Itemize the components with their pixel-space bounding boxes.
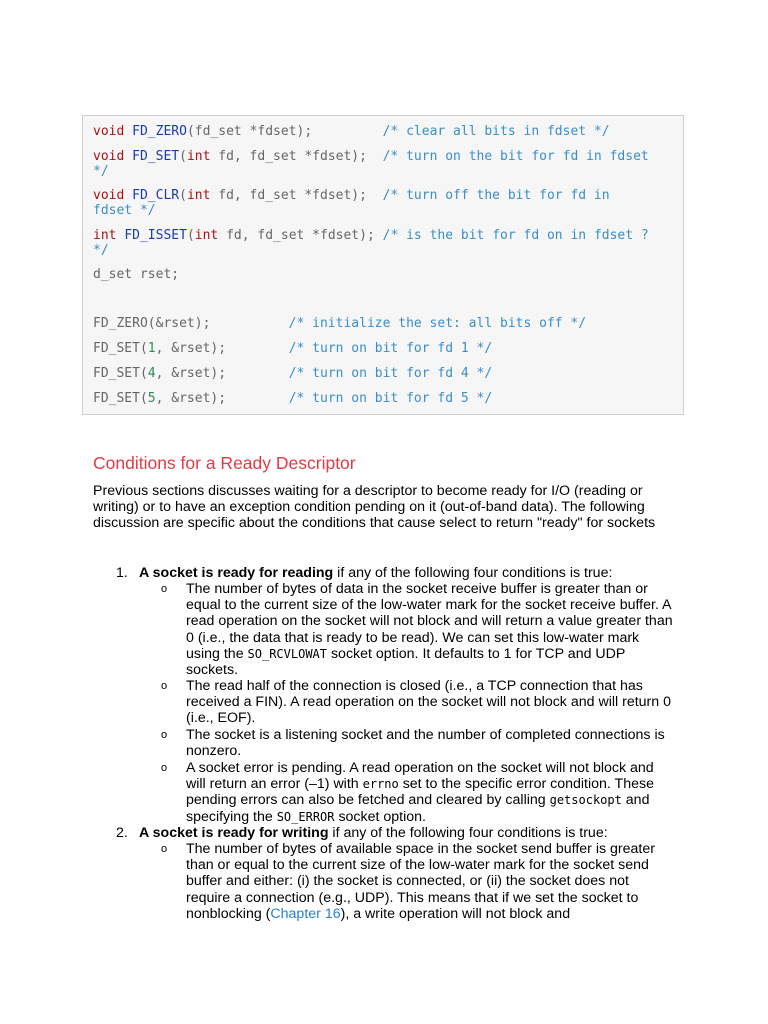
- sub-list-item: [186, 581, 676, 678]
- code-token: FD_SET(: [93, 341, 148, 356]
- code-token: */: [93, 164, 109, 179]
- inline-code: getsockopt: [549, 793, 622, 808]
- code-token: int: [194, 228, 219, 243]
- code-token: [124, 149, 132, 164]
- list-number: 2.: [116, 825, 128, 841]
- bullet-icon: o: [161, 680, 168, 692]
- sub-item-text: and specifying the: [186, 792, 650, 825]
- code-token: , &rset);: [155, 391, 289, 406]
- code-token: /* turn off the bit for fd in: [382, 188, 610, 203]
- chapter-link[interactable]: Chapter 16: [270, 905, 341, 922]
- code-token: , &rset);: [155, 366, 289, 381]
- code-line: [93, 228, 683, 243]
- code-line: [93, 267, 683, 282]
- sub-item-text: socket option.: [334, 808, 426, 825]
- code-token: void: [93, 124, 125, 139]
- sub-item-text: ), a write operation will not block and: [340, 905, 571, 922]
- code-token: FD_SET(: [93, 366, 148, 381]
- sub-item-text: The number of bytes of data in the socket receive buffer is greater than or equal to the current size of the low-water mark for the socket receive buffer. A read operation on the socket will not block and will return a value greater than 0 (i.e., the data that is ready to be read). We can set this low-water mark using the: [186, 581, 673, 662]
- code-line: [93, 243, 683, 258]
- code-token: 4: [147, 366, 156, 381]
- code-line: [93, 188, 683, 203]
- list-item: [139, 565, 679, 581]
- code-token: FD_ZERO: [132, 124, 187, 139]
- code-token: (fd_set *fdset);: [186, 124, 383, 139]
- code-token: /* turn on bit for fd 4 */: [288, 366, 493, 381]
- section-title: Conditions for a Ready Descriptor: [93, 453, 356, 473]
- code-token: FD_ISSET: [124, 228, 187, 243]
- code-token: void: [93, 149, 125, 164]
- code-token: */: [93, 243, 109, 258]
- code-token: 1: [147, 341, 156, 356]
- code-block: [82, 115, 684, 415]
- code-token: /* is the bit for fd on in fdset ?: [382, 228, 649, 243]
- code-line: [93, 124, 683, 139]
- bullet-icon: o: [161, 762, 168, 774]
- code-token: FD_SET: [132, 149, 180, 164]
- code-token: 5: [147, 391, 156, 406]
- code-token: (: [179, 149, 187, 164]
- sub-item-text: socket option. It defaults to 1 for TCP and UDP sockets.: [186, 645, 626, 679]
- code-token: fdset */: [93, 203, 156, 218]
- code-token: fd, fd_set *fdset);: [210, 188, 383, 203]
- list-item-heading: A socket is ready for writing: [139, 825, 329, 841]
- code-token: [124, 124, 132, 139]
- code-token: /* turn on bit for fd 1 */: [288, 341, 493, 356]
- code-token: , &rset);: [155, 341, 289, 356]
- code-token: FD_CLR: [132, 188, 180, 203]
- sub-list-item: [186, 727, 676, 759]
- sub-list-item: [186, 678, 676, 727]
- code-token: void: [93, 188, 125, 203]
- code-token: [124, 188, 132, 203]
- list-item: [139, 825, 679, 841]
- sub-list-item: [186, 841, 676, 922]
- bullet-icon: o: [161, 843, 168, 855]
- code-line: [93, 149, 683, 164]
- code-token: FD_ZERO(&rset);: [93, 316, 289, 331]
- intro-paragraph: Previous sections discusses waiting for a descriptor to become ready for I/O (reading or writing) or to have an exception condition pending on it (out-of-band data). The following discussion are specific about the conditions that cause select to return "ready" for sockets: [93, 483, 656, 532]
- code-token: int: [93, 228, 117, 243]
- code-token: /* turn on bit for fd 5 */: [288, 391, 493, 406]
- code-token: /* turn on the bit for fd in fdset: [382, 149, 649, 164]
- code-token: fd, fd_set *fdset);: [210, 149, 383, 164]
- list-number: 1.: [116, 565, 128, 581]
- list-item-text: if any of the following four conditions is true:: [333, 565, 613, 581]
- sub-item-text: The socket is a listening socket and the number of completed connections is nonzero.: [186, 727, 665, 760]
- sub-item-text: The number of bytes of available space in the socket send buffer is greater than or equal to the current size of the low-water mark for the socket send buffer and either: (i) the socket is connected, or (ii) the socket does not require a connection (e.g., UDP). This means that if we set the socket to nonblocking (: [186, 841, 655, 922]
- code-line: [93, 164, 683, 179]
- inline-code: errno: [362, 777, 399, 792]
- code-token: d_set rset;: [93, 267, 180, 282]
- list-item-text: if any of the following four conditions is true:: [328, 825, 608, 841]
- code-token: (: [179, 188, 187, 203]
- code-token: /* clear all bits in fdset */: [382, 124, 610, 139]
- bullet-icon: o: [161, 729, 168, 741]
- code-token: int: [186, 188, 211, 203]
- sub-item-text: A socket error is pending. A read operation on the socket will not block and will return an error (–1) with: [186, 760, 654, 793]
- code-token: fd, fd_set *fdset);: [218, 228, 383, 243]
- code-token: /* initialize the set: all bits off */: [288, 316, 587, 331]
- sub-item-text: The read half of the connection is closed (i.e., a TCP connection that has received a FIN). A read operation on the socket will not block and will return 0 (i.e., EOF).: [186, 678, 671, 727]
- sub-item-text: set to the specific error condition. These pending errors can also be fetched and cleared by calling: [186, 776, 654, 809]
- code-line: [93, 366, 683, 381]
- code-line: [93, 316, 683, 331]
- code-line: [93, 391, 683, 406]
- code-token: FD_SET(: [93, 391, 148, 406]
- bullet-icon: o: [161, 583, 168, 595]
- code-token: (: [186, 228, 195, 243]
- sub-list-item: [186, 760, 676, 825]
- inline-code: SO_ERROR: [276, 809, 335, 824]
- code-token: int: [186, 149, 211, 164]
- inline-code: SO_RCVLOWAT: [247, 646, 328, 661]
- code-line: [93, 203, 683, 218]
- code-line: [93, 341, 683, 356]
- list-item-heading: A socket is ready for reading: [139, 565, 334, 581]
